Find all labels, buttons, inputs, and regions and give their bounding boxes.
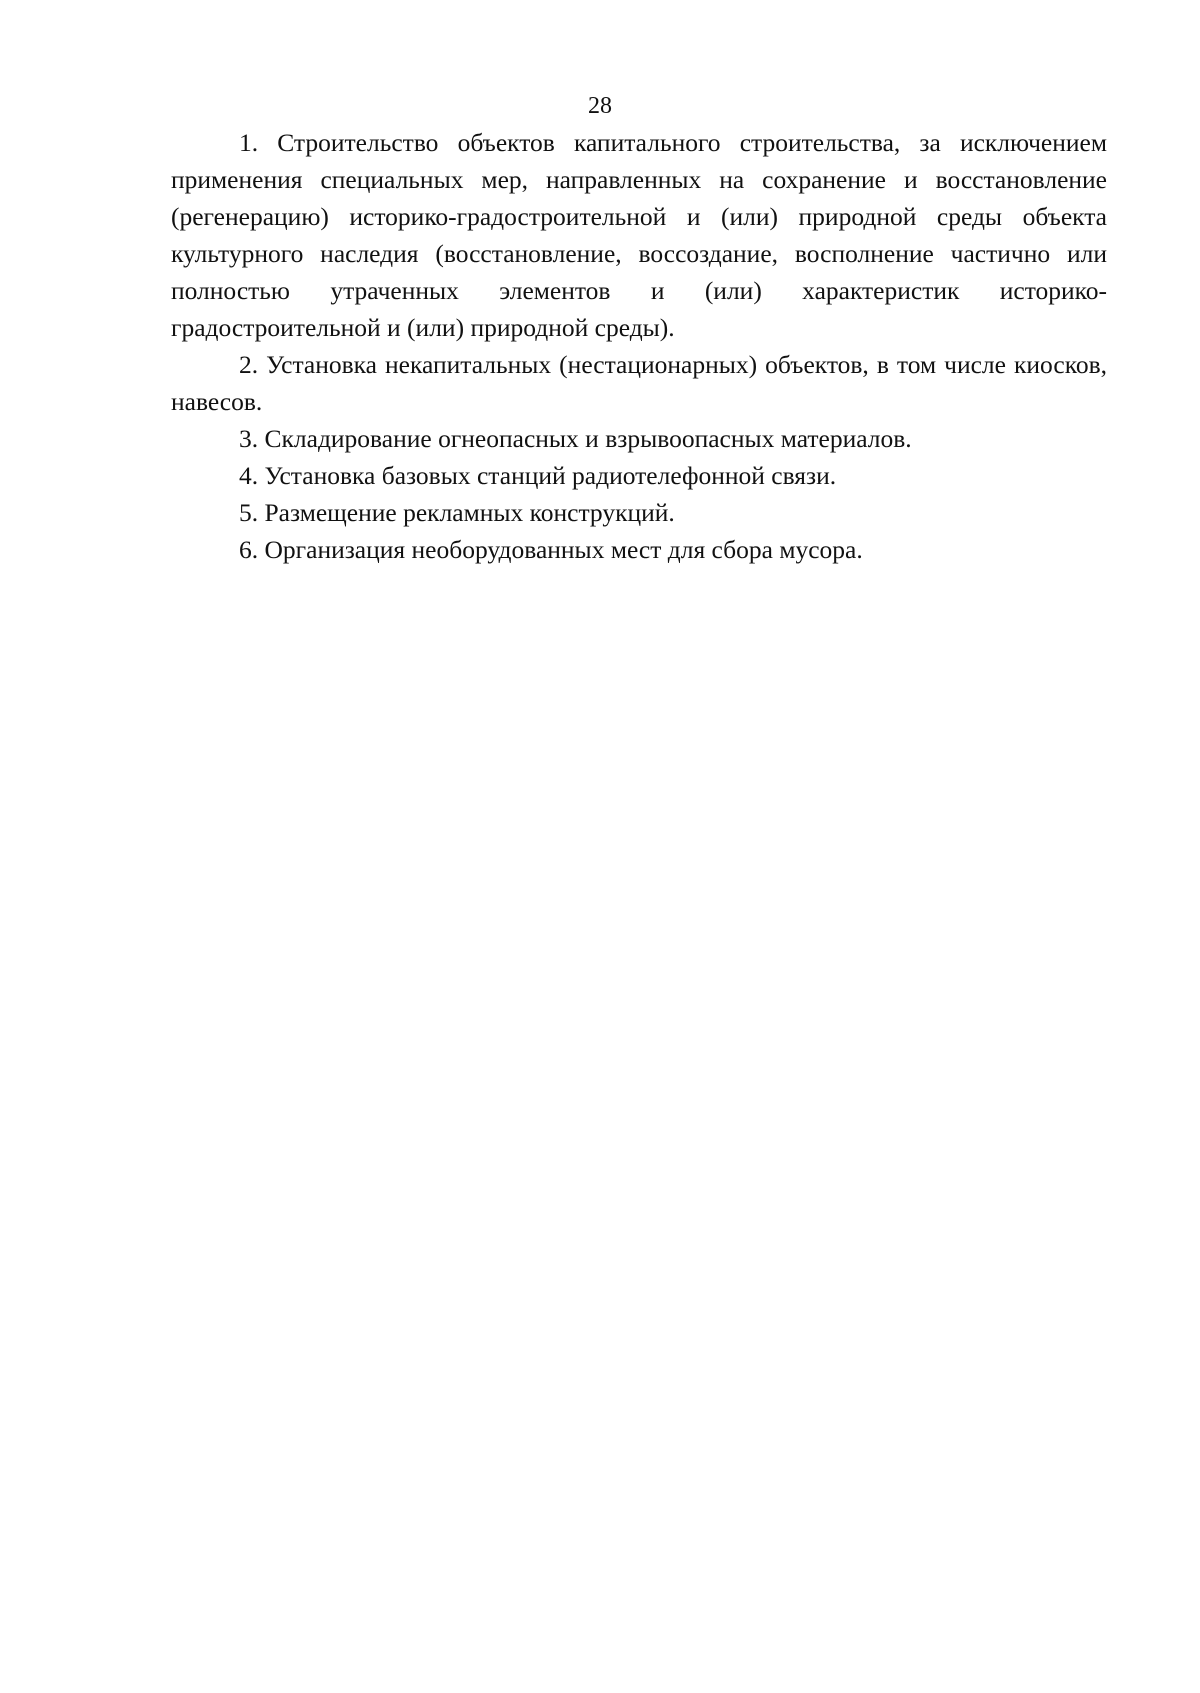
list-item: 1. Строительство объектов капитального строительства, за исключением применения специальных мер, направленных на сохранение и восстановление (регенерацию) историко-градостроительной и (или) природной среды объекта культурного наследия (восстановление, воссоздание, восполнение частично или полностью утраченных элементов и (или) характеристик историко-градостроительной и (или) природной среды). (171, 128, 1107, 342)
restrictions-list (171, 124, 1107, 568)
list-item: 4. Установка базовых станций радиотелефонной связи. (239, 461, 837, 490)
list-item: 5. Размещение рекламных конструкций. (239, 498, 675, 527)
list-item: 3. Складирование огнеопасных и взрывоопасных материалов. (239, 424, 912, 453)
page-number: 28 (588, 93, 612, 119)
list-item: 6. Организация необорудованных мест для сбора мусора. (239, 535, 863, 564)
list-item: 2. Установка некапитальных (нестационарных) объектов, в том числе киосков, навесов. (171, 350, 1107, 416)
